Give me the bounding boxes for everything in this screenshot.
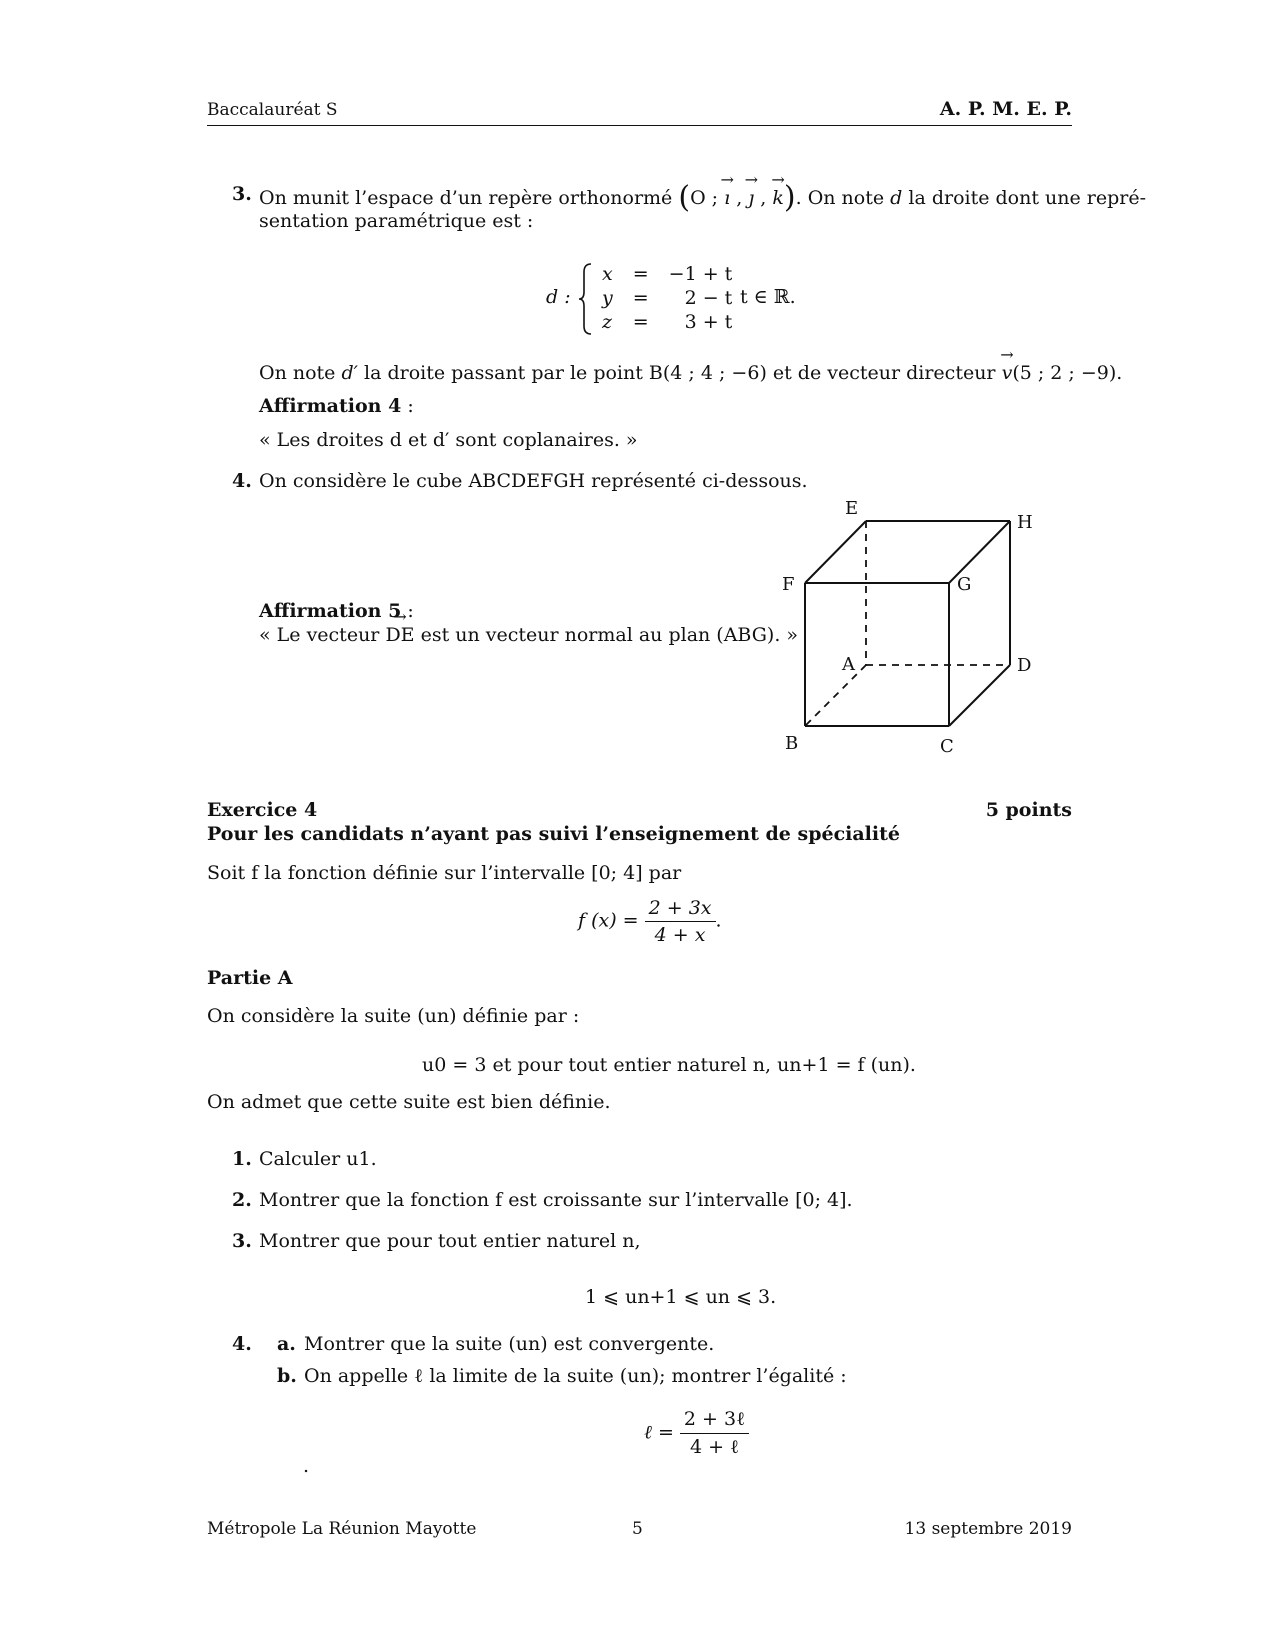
inequality: 1 ⩽ un+1 ⩽ un ⩽ 3. [585, 1286, 777, 1308]
q4-number: 4. [232, 470, 252, 492]
footer-right: 13 septembre 2019 [904, 1519, 1072, 1539]
vec-j: → ȷ [748, 187, 754, 209]
item4b-text: On appelle ℓ la limite de la suite (un); montrer l’égalité : [304, 1365, 847, 1387]
label-g: G [957, 574, 972, 595]
sys-param: t ∈ ℝ. [740, 286, 796, 308]
item3-number: 3. [232, 1230, 252, 1252]
seq-intro: On considère la suite (un) définie par : [207, 1005, 580, 1027]
q3-note: On note d′ la droite passant par le point B(4 ; 4 ; −6) et de vecteur directeur → v(5 ; 2 ; −9). [259, 362, 1122, 384]
exercise-points: 5 points [985, 799, 1072, 821]
q4-text: On considère le cube ABCDEFGH représenté ci-dessous. [259, 470, 808, 492]
affirmation-5-text: « Le vecteur → DE est un vecteur normal au plan (ABG). » [259, 624, 798, 646]
affirmation-4-text: « Les droites d et d′ sont coplanaires. » [259, 429, 638, 451]
affirmation-5-label: Affirmation 5 : [259, 600, 414, 622]
q3-intro-line1: On munit l’espace d’un repère orthonormé (O ; → ı , → ȷ , → k). On note d la droite dont une repré- [259, 180, 1146, 215]
item2-number: 2. [232, 1189, 252, 1211]
item2-text: Montrer que la fonction f est croissante sur l’intervalle [0; 4]. [259, 1189, 853, 1211]
affirmation-4-label: Affirmation 4 : [259, 395, 414, 417]
vec-de: → DE [385, 624, 414, 646]
header-right: A. P. M. E. P. [939, 98, 1072, 120]
item3-text: Montrer que pour tout entier naturel n, [259, 1230, 641, 1252]
label-e: E [845, 498, 859, 519]
sys-table: x = −1 + t y = 2 − t z = 3 + t [602, 263, 733, 333]
label-c: C [940, 736, 954, 757]
limit-equation: ℓ = $\frac{\text{2 + 3ℓ}}{\text{4 + ℓ}}$ [644, 1408, 749, 1459]
item1-text: Calculer u1. [259, 1148, 377, 1170]
f-definition: f (x) = $\frac{2 + 3x}{4 + x}$ . [578, 897, 722, 946]
vec-k: → k [772, 187, 784, 209]
edge-fe [805, 521, 866, 583]
f-intro: Soit f la fonction définie sur l’intervalle [0; 4] par [207, 862, 682, 884]
q3-number: 3. [232, 183, 252, 205]
footer-left: Métropole La Réunion Mayotte [207, 1519, 477, 1539]
header-rule [207, 125, 1072, 126]
q3-intro-line2: sentation paramétrique est : [259, 210, 534, 232]
header-left: Baccalauréat S [207, 100, 338, 120]
trailing-dot: . [303, 1455, 310, 1477]
exercise-title: Exercice 4 [207, 799, 318, 821]
exercise-subtitle: Pour les candidats n’ayant pas suivi l’enseignement de spécialité [207, 823, 900, 845]
seq-definition: u0 = 3 et pour tout entier naturel n, un+1 = f (un). [422, 1054, 916, 1076]
sys-label: d : [546, 286, 571, 308]
label-f: F [782, 574, 795, 595]
item4b-label: b. [277, 1365, 297, 1387]
item1-number: 1. [232, 1148, 252, 1170]
seq-admit: On admet que cette suite est bien définie. [207, 1091, 611, 1113]
part-a-title: Partie A [207, 967, 293, 989]
footer-page-number: 5 [632, 1519, 643, 1539]
item4a-text: Montrer que la suite (un) est convergente. [304, 1333, 715, 1355]
edge-ab [805, 665, 866, 726]
label-d: D [1017, 655, 1032, 676]
edge-cd [949, 665, 1010, 726]
label-h: H [1017, 512, 1033, 533]
item4-number: 4. [232, 1333, 252, 1355]
vec-i: → ı [724, 187, 730, 209]
cube-figure [760, 490, 1060, 760]
label-a: A [842, 654, 855, 675]
item4a-label: a. [277, 1333, 296, 1355]
vec-v: → v [1002, 362, 1013, 384]
label-b: B [785, 733, 799, 754]
